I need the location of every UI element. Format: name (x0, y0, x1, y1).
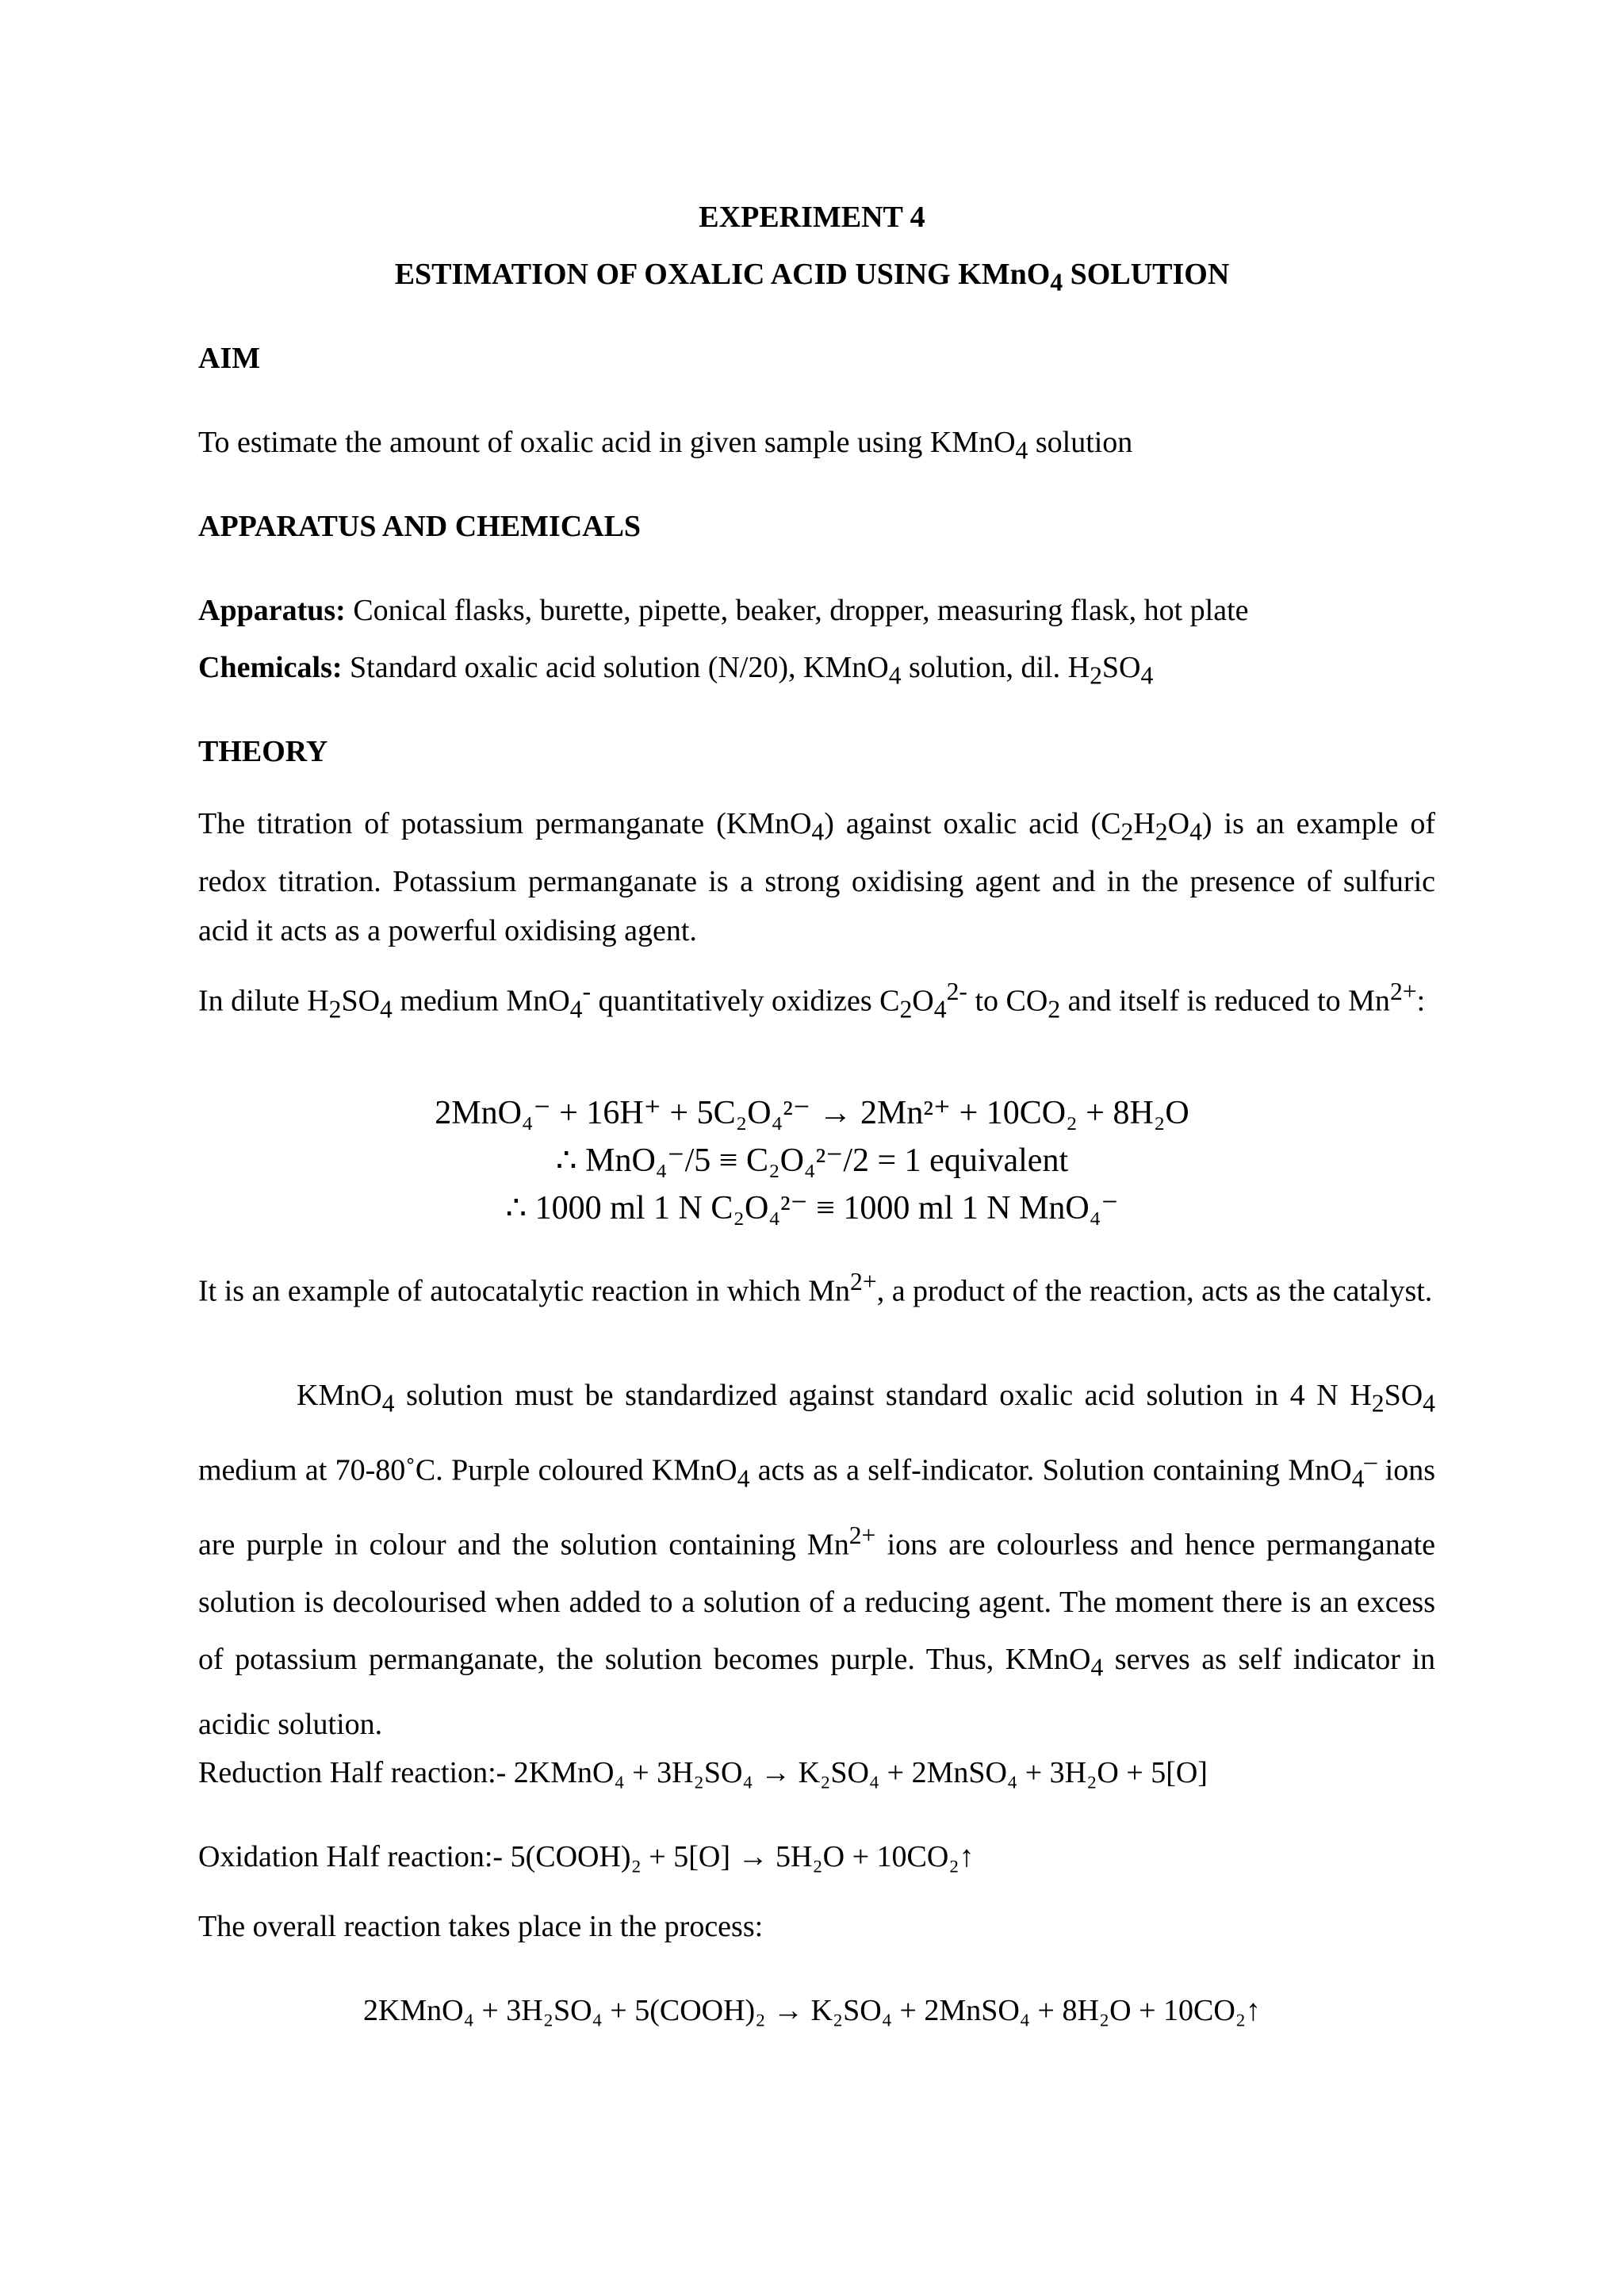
reduction-half-reaction: Reduction Half reaction:- 2KMnO₄ + 3H₂SO₄ → K₂SO₄ + 2MnSO₄ + 3H₂O + 5[O] (198, 1756, 1208, 1789)
aim-heading: AIM (198, 342, 261, 375)
theory-paragraph-1: The titration of potassium permanganate (KMnO$_4$) against oxalic acid $(C_2H_2O_4)$ is an example of redox titration. Potassium permanganate is a strong oxidising agent and in the presence of sulfuric acid it acts as a powerful oxidising agent. (198, 807, 1435, 947)
apparatus-heading: APPARATUS AND CHEMICALS (198, 510, 642, 543)
equation-3: ∴ 1000 ml 1 N C₂O₄²⁻ ≡ 1000 ml 1 N MnO₄⁻ (505, 1190, 1119, 1226)
theory-paragraph-2: In dilute $H_2SO_4$ medium MnO$_4$- quantitatively oxidizes $C_2O_4^{2-}$ to $CO_2$ and itself is reduced to $Mn^{2+}$: (198, 978, 1426, 1024)
theory-paragraph-4: KMnO$_4$ solution must be standardized against standard oxalic acid solution in 4 N $H_2SO_4$ medium at 70-80˚C. Purple coloured KMnO$_4$ acts as a self-indicator. Solution containing MnO$_4$– ions are purple in colour and the solution containing $Mn^{2+}$ ions are colourless and hence permanganate solution is decolourised when added to a solution of a reducing agent. The moment there is an excess of potassium permanganate, the solution becomes purple. Thus, KMnO$_4$ serves as self indicator in acidic solution. (198, 1379, 1435, 1742)
theory-heading: THEORY (198, 735, 328, 768)
overall-reaction: 2KMnO₄ + 3H₂SO₄ + 5(COOH)₂ → K₂SO₄ + 2MnSO₄ + 8H₂O + 10CO₂↑ (362, 1994, 1262, 2027)
apparatus-line: Apparatus: Conical flasks, burette, pipette, beaker, dropper, measuring flask, hot plate (198, 594, 1249, 627)
experiment-number: EXPERIMENT 4 (699, 201, 925, 234)
aim-text: To estimate the amount of oxalic acid in given sample using KMnO$_4$ solution (198, 426, 1133, 465)
chemicals-line: Chemicals: Standard oxalic acid solution (N/20), KMnO$_4$ solution, dil. $H_2SO_4$ (198, 651, 1154, 690)
experiment-title: ESTIMATION OF OXALIC ACID USING KMnO$_4$ SOLUTION (394, 258, 1230, 297)
overall-reaction-intro: The overall reaction takes place in the process: (198, 1910, 764, 1943)
theory-paragraph-3: It is an example of autocatalytic reaction in which $Mn^{2+}$, a product of the reaction, acts as the catalyst. (198, 1268, 1433, 1308)
oxidation-half-reaction: Oxidation Half reaction:- 5(COOH)₂ + 5[O] → 5H₂O + 10CO₂↑ (198, 1840, 975, 1873)
equation-2: ∴ MnO₄⁻/5 ≡ C₂O₄²⁻/2 = 1 equivalent (555, 1142, 1069, 1179)
equation-1: 2MnO₄⁻ + 16H⁺ + 5C₂O₄²⁻ → 2Mn²⁺ + 10CO₂ + 8H₂O (435, 1095, 1189, 1131)
